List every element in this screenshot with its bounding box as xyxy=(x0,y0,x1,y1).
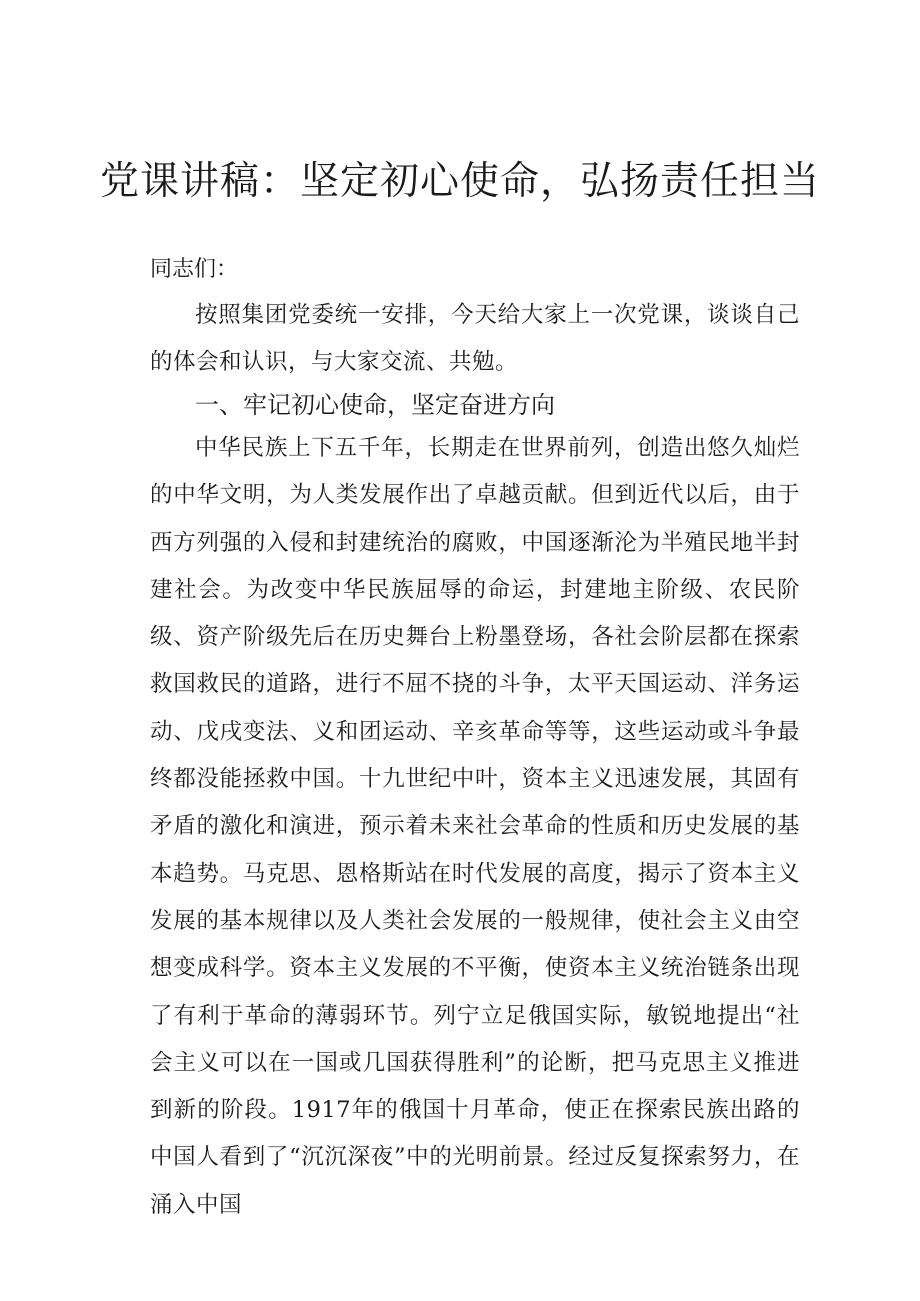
body-paragraph: 中华民族上下五千年，长期走在世界前列，创造出悠久灿烂的中华文明，为人类发展作出了卓越贡献。但到近代以后，由于西方列强的入侵和封建统治的腐败，中国逐渐沦为半殖民地半封建社会。为改变中华民族屈辱的命运，封建地主阶级、农民阶级、资产阶级先后在历史舞台上粉墨登场，各社会阶层都在探索救国救民的道路，进行不屈不挠的斗争，太平天国运动、洋务运动、戊戌变法、义和团运动、辛亥革命等等，这些运动或斗争最终都没能拯救中国。十九世纪中叶，资本主义迅速发展，其固有矛盾的激化和演进，预示着未来社会革命的性质和历史发展的基本趋势。马克思、恩格斯站在时代发展的高度，揭示了资本主义发展的基本规律以及人类社会发展的一般规律，使社会主义由空想变成科学。资本主义发展的不平衡，使资本主义统治链条出现了有利于革命的薄弱环节。列宁立足俄国实际，敏锐地提出“社会主义可以在一国或几国获得胜利”的论断，把马克思主义推进到新的阶段。1917年的俄国十月革命，使正在探索民族出路的中国人看到了“沉沉深夜”中的光明前景。经过反复探索努力，在涌入中国 xyxy=(150,435,800,1218)
greeting: 同志们： xyxy=(150,257,239,282)
section-heading: 一、牢记初心使命，坚定奋进方向 xyxy=(195,391,555,419)
intro-paragraph: 按照集团党委统一安排，今天给大家上一次党课，谈谈自己的体会和认识，与大家交流、共勉。 xyxy=(150,302,800,376)
document-title: 党课讲稿：坚定初心使命，弘扬责任担当 xyxy=(99,159,820,204)
